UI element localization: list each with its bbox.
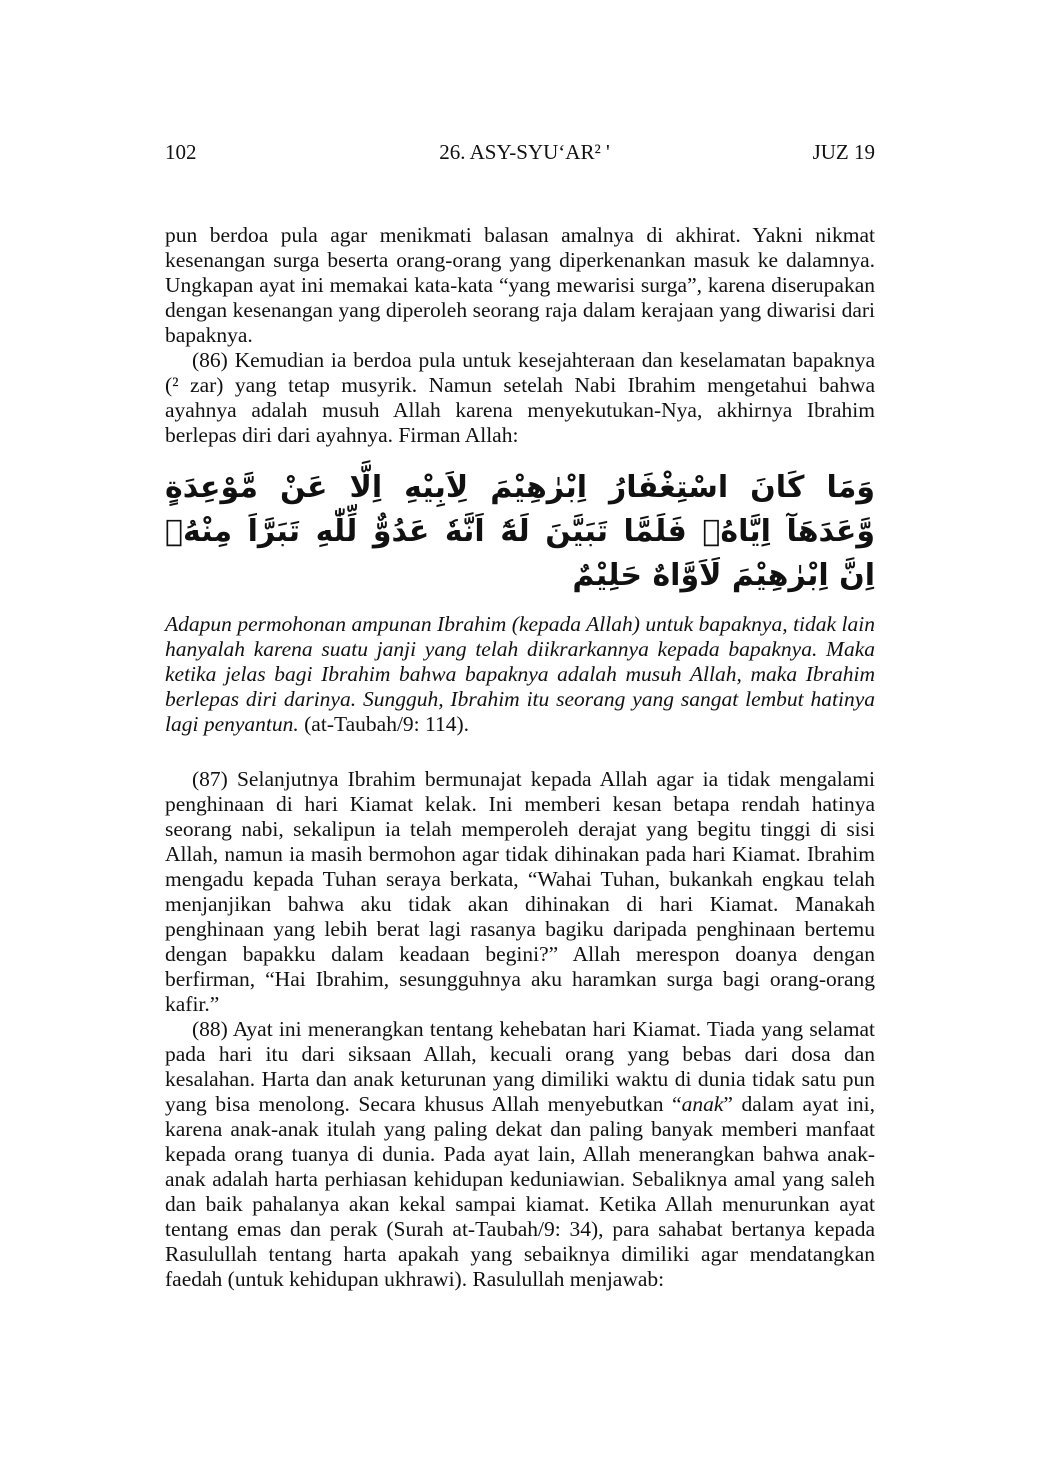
paragraph-88-text-a: (88) Ayat ini menerangkan tentang kehebatan hari Kiamat. Tiada yang selamat pada hari itu dari siksaan Allah, kecuali orang yang bebas dari dosa dan kesalahan. Harta dan anak keturunan yang dimiliki waktu di dunia tidak satu pun yang bisa menolong. Secara khusus Allah menyebutkan “: [165, 1017, 875, 1116]
paragraph-86: (86) Kemudian ia berdoa pula untuk kesejahteraan dan keselamatan bapaknya (² zar) yang tetap musyrik. Namun setelah Nabi Ibrahim mengetahui bahwa ayahnya adalah musuh Allah karena menyekutukan-Nya, akhirnya Ibrahim berlepas diri dari ayahnya. Firman Allah:: [165, 348, 875, 447]
emphasis-anak: anak: [681, 1092, 724, 1116]
paragraph-87: (87) Selanjutnya Ibrahim bermunajat kepada Allah agar ia tidak mengalami penghinaan di hari Kiamat kelak. Ini memberi kesan betapa rendah hatinya seorang nabi, sekalipun ia telah memperoleh derajat yang begitu tinggi di sisi Allah, namun ia masih bermohon agar tidak dihinakan pada hari Kiamat. Ibrahim mengadu kepada Tuhan seraya berkata, “Wahai Tuhan, bukankah engkau telah menjanjikan bahwa aku tidak akan dihinakan di hari Kiamat. Manakah penghinaan yang lebih berat lagi rasanya bagiku daripada penghinaan bertemu dengan bapakku dalam keadaan begini?” Allah merespon doanya dengan berfirman, “Hai Ibrahim, sesungguhnya aku haramkan surga bagi orang-orang kafir.”: [165, 767, 875, 1016]
paragraph-continuation: pun berdoa pula agar menikmati balasan amalnya di akhirat. Yakni nikmat kesenangan surga beserta orang-orang yang diperkenankan masuk ke dalamnya. Ungkapan ayat ini memakai kata-kata “yang mewarisi surga”, karena diserupakan dengan kesenangan yang diperoleh seorang raja dalam kerajaan yang diwarisi dari bapaknya.: [165, 223, 875, 347]
verse-reference: (at-Taubah/9: 114).: [298, 712, 470, 736]
chapter-title: 26. ASY-SYU‘AR² ': [439, 140, 610, 164]
running-header: [165, 140, 875, 165]
arabic-verse: وَمَا كَانَ اسْتِغْفَارُ اِبْرٰهِيْمَ لِاَبِيْهِ اِلَّا عَنْ مَّوْعِدَةٍ وَّعَدَهَآ اِيَّاهُۚ فَلَمَّا تَبَيَّنَ لَهٗٓ اَنَّهٗ عَدُوٌّ لِّلّٰهِ تَبَرَّاَ مِنْهُۗ اِنَّ اِبْرٰهِيْمَ لَاَوَّاهٌ حَلِيْمٌ: [165, 470, 875, 593]
page-number: 102: [165, 140, 197, 164]
juz-label: JUZ 19: [812, 140, 875, 164]
verse-translation: [165, 612, 875, 737]
translation-text: Adapun permohonan ampunan Ibrahim (kepada Allah) untuk bapaknya, tidak lain hanyalah karena suatu janji yang telah diikrarkannya kepada bapaknya. Maka ketika jelas bagi Ibrahim bahwa bapaknya adalah musuh Allah, maka Ibrahim berlepas diri darinya. Sungguh, Ibrahim itu seorang yang sangat lembut hatinya lagi penyantun.: [165, 612, 875, 736]
paragraph-88-text-b: ” dalam ayat ini, karena anak-anak itulah yang paling dekat dan paling banyak memberi manfaat kepada orang tuanya di dunia. Pada ayat lain, Allah menerangkan bahwa anak-anak adalah harta perhiasan kehidupan keduniawian. Sebaliknya amal yang saleh dan baik pahalanya akan kekal sampai kiamat. Ketika Allah menurunkan ayat tentang emas dan perak (Surah at-Taubah/9: 34), para sahabat bertanya kepada Rasulullah tentang harta apakah yang sebaiknya dimiliki agar mendatangkan faedah (untuk kehidupan ukhrawi). Rasulullah menjawab:: [165, 1092, 875, 1291]
document-page: [165, 140, 875, 1292]
paragraph-88: [165, 1017, 875, 1292]
